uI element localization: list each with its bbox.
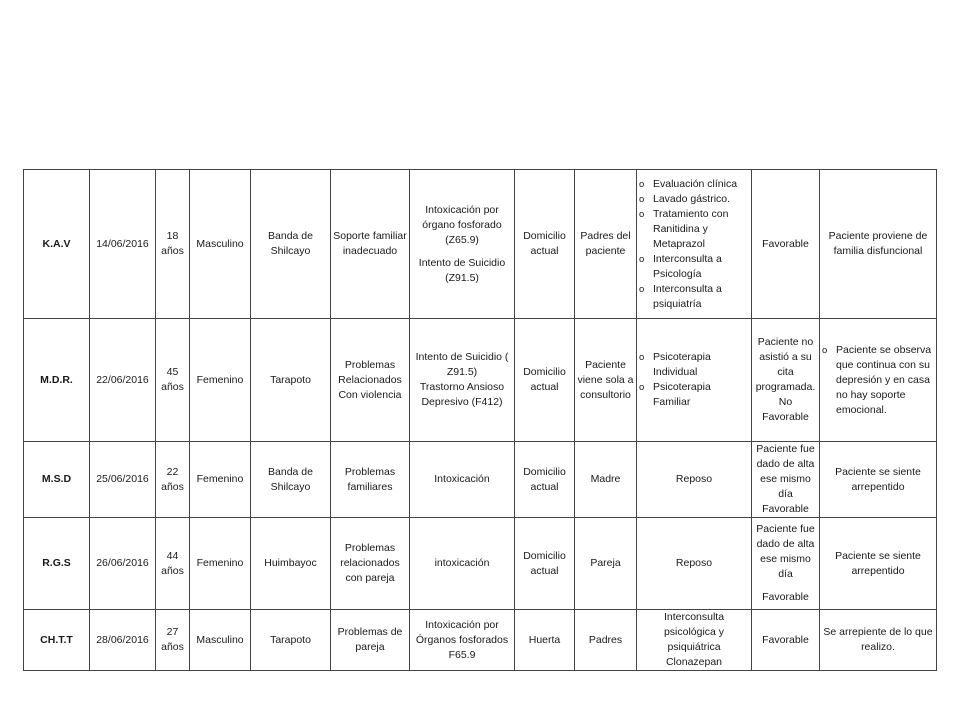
date-cell: 14/06/2016 xyxy=(90,170,156,319)
date-cell: 26/06/2016 xyxy=(90,518,156,610)
age-cell: 18 años xyxy=(156,170,190,319)
date-cell: 25/06/2016 xyxy=(90,442,156,518)
diagnosis-line: Intento de Suicidio (Z91.5) xyxy=(418,256,506,284)
patient-id: M.D.R. xyxy=(24,319,90,442)
table-row xyxy=(24,442,937,518)
diagnosis-cell xyxy=(410,170,515,319)
sex-cell: Masculino xyxy=(190,610,251,671)
date-cell: 28/06/2016 xyxy=(90,610,156,671)
residence-cell: Domicilio actual xyxy=(515,170,575,319)
companion-cell: Paciente viene sola a consultorio xyxy=(575,319,637,442)
age-cell: 44 años xyxy=(156,518,190,610)
residence-cell: Huerta xyxy=(515,610,575,671)
notes-cell: Paciente proviene de familia disfuncional xyxy=(820,170,937,319)
diagnosis-cell xyxy=(410,319,515,442)
residence-cell: Domicilio actual xyxy=(515,518,575,610)
treatment-item: o Lavado gástrico. xyxy=(639,192,749,207)
notes-cell xyxy=(820,319,937,442)
notes-cell: Se arrepiente de lo que realizo. xyxy=(820,610,937,671)
evolution-status: Favorable xyxy=(762,591,809,603)
treatment-item: o Interconsulta a psiquiatría xyxy=(639,282,749,312)
treatment-item: o Interconsulta a Psicología xyxy=(639,252,749,282)
place-cell: Banda de Shilcayo xyxy=(251,442,331,518)
patient-records-table xyxy=(23,169,937,671)
treatment-cell: Interconsulta psicológica y psiquiátrica Clonazepan xyxy=(637,610,752,671)
table-row xyxy=(24,610,937,671)
diagnosis-line: Intoxicación por Órganos fosforados xyxy=(415,618,509,646)
table-row xyxy=(24,319,937,442)
sex-cell: Femenino xyxy=(190,442,251,518)
place-cell: Tarapoto xyxy=(251,319,331,442)
patient-id: R.G.S xyxy=(24,518,90,610)
table-row xyxy=(24,170,937,319)
diagnosis-line: F65.9 xyxy=(448,648,476,661)
diagnosis-cell xyxy=(410,610,515,671)
companion-cell: Padres xyxy=(575,610,637,671)
factor-cell: Problemas de pareja xyxy=(331,610,410,671)
table-row xyxy=(24,518,937,610)
age-cell: 22 años xyxy=(156,442,190,518)
place-cell: Tarapoto xyxy=(251,610,331,671)
treatment-list xyxy=(639,350,749,410)
evolution-line: Paciente fue dado de alta ese mismo día xyxy=(756,523,815,580)
treatment-item: o Psicoterapia Individual xyxy=(639,350,749,380)
evolution-cell: Favorable xyxy=(752,170,820,319)
factor-cell: Problemas Relacionados Con violencia xyxy=(331,319,410,442)
evolution-cell: Favorable xyxy=(752,610,820,671)
evolution-cell: Paciente no asistió a su cita programada. No Favorable xyxy=(752,319,820,442)
treatment-list xyxy=(639,177,749,312)
notes-cell: Paciente se siente arrepentido xyxy=(820,518,937,610)
companion-cell: Madre xyxy=(575,442,637,518)
patient-id: M.S.D xyxy=(24,442,90,518)
treatment-cell xyxy=(637,170,752,319)
date-cell: 22/06/2016 xyxy=(90,319,156,442)
factor-cell: Problemas relacionados con pareja xyxy=(331,518,410,610)
companion-cell: Pareja xyxy=(575,518,637,610)
diagnosis-cell: Intoxicación xyxy=(410,442,515,518)
place-cell: Banda de Shilcayo xyxy=(251,170,331,319)
treatment-cell: Reposo xyxy=(637,518,752,610)
treatment-cell: Reposo xyxy=(637,442,752,518)
evolution-cell xyxy=(752,518,820,610)
treatment-cell xyxy=(637,319,752,442)
diagnosis-line: Trastorno Ansioso Depresivo (F412) xyxy=(419,381,505,408)
treatment-item: o Evaluación clínica xyxy=(639,177,749,192)
diagnosis-line: Intoxicación por órgano fosforado (Z65.9) xyxy=(422,203,502,246)
sex-cell: Femenino xyxy=(190,319,251,442)
sex-cell: Masculino xyxy=(190,170,251,319)
notes-list xyxy=(822,343,934,418)
place-cell: Huimbayoc xyxy=(251,518,331,610)
notes-cell: Paciente se siente arrepentido xyxy=(820,442,937,518)
factor-cell: Soporte familiar inadecuado xyxy=(331,170,410,319)
evolution-cell: Paciente fue dado de alta ese mismo día Favorable xyxy=(752,442,820,518)
treatment-item: o Psicoterapia Familiar xyxy=(639,380,749,410)
notes-item: o Paciente se observa que continua con su depresión y en casa no hay soporte emocional. xyxy=(822,343,934,418)
age-cell: 27 años xyxy=(156,610,190,671)
patient-id: CH.T.T xyxy=(24,610,90,671)
age-cell: 45 años xyxy=(156,319,190,442)
diagnosis-cell: intoxicación xyxy=(410,518,515,610)
companion-cell: Padres del paciente xyxy=(575,170,637,319)
residence-cell: Domicilio actual xyxy=(515,442,575,518)
patient-id: K.A.V xyxy=(24,170,90,319)
residence-cell: Domicilio actual xyxy=(515,319,575,442)
treatment-item: o Tratamiento con Ranitidina y Metaprazol xyxy=(639,207,749,252)
diagnosis-line: Intento de Suicidio ( Z91.5) xyxy=(415,351,509,378)
sex-cell: Femenino xyxy=(190,518,251,610)
factor-cell: Problemas familiares xyxy=(331,442,410,518)
